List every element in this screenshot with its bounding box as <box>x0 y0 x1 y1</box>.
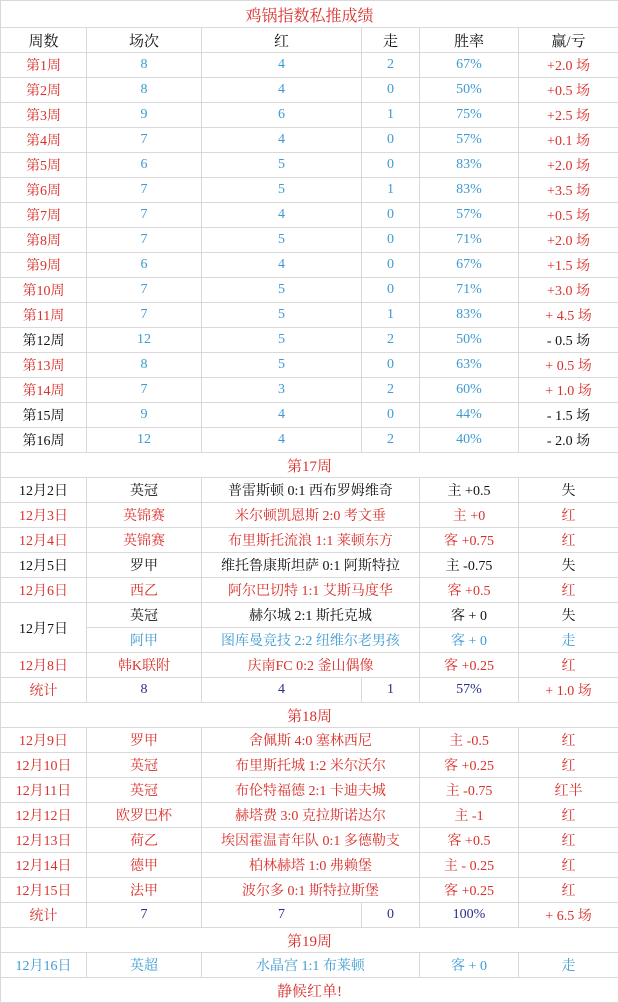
match-pick: 客 +0.25 <box>420 653 519 678</box>
week-label: 第2周 <box>1 78 87 103</box>
match-score: 波尔多 0:1 斯特拉斯堡 <box>202 878 420 903</box>
match-league: 欧罗巴杯 <box>87 803 202 828</box>
profit: +0.5 场 <box>519 203 618 228</box>
section-title: 第17周 <box>1 453 618 478</box>
match-result: 走 <box>519 628 618 653</box>
match-result: 红 <box>519 803 618 828</box>
win-rate: 40% <box>420 428 519 453</box>
profit: +3.0 场 <box>519 278 618 303</box>
match-pick: 主 +0.5 <box>420 478 519 503</box>
week-summary-row <box>1 53 618 78</box>
header-games: 场次 <box>87 28 202 53</box>
match-row <box>1 753 618 778</box>
match-row <box>1 853 618 878</box>
push-count: 0 <box>362 78 420 103</box>
win-rate: 60% <box>420 378 519 403</box>
push-count: 1 <box>362 103 420 128</box>
win-count: 4 <box>202 53 362 78</box>
win-rate: 57% <box>420 128 519 153</box>
stats-win: 4 <box>202 678 362 703</box>
match-result: 红 <box>519 753 618 778</box>
match-pick: 客 +0.5 <box>420 828 519 853</box>
week-summary-row <box>1 253 618 278</box>
week-label: 第14周 <box>1 378 87 403</box>
match-date: 12月3日 <box>1 503 87 528</box>
games-count: 12 <box>87 328 202 353</box>
games-count: 8 <box>87 53 202 78</box>
profit: +3.5 场 <box>519 178 618 203</box>
win-rate: 67% <box>420 53 519 78</box>
match-row <box>1 828 618 853</box>
match-league: 荷乙 <box>87 828 202 853</box>
games-count: 6 <box>87 253 202 278</box>
week-summary-row <box>1 328 618 353</box>
week-label: 第1周 <box>1 53 87 78</box>
win-count: 5 <box>202 228 362 253</box>
week-label: 第12周 <box>1 328 87 353</box>
push-count: 2 <box>362 428 420 453</box>
match-row <box>1 628 618 653</box>
match-date: 12月12日 <box>1 803 87 828</box>
stats-push: 0 <box>362 903 420 928</box>
profit: +0.1 场 <box>519 128 618 153</box>
profit: + 1.0 场 <box>519 378 618 403</box>
match-row <box>1 728 618 753</box>
win-count: 4 <box>202 203 362 228</box>
match-date: 12月4日 <box>1 528 87 553</box>
match-pick: 客 + 0 <box>420 628 519 653</box>
match-row <box>1 878 618 903</box>
week-summary-row <box>1 203 618 228</box>
match-date: 12月8日 <box>1 653 87 678</box>
match-date: 12月6日 <box>1 578 87 603</box>
win-rate: 75% <box>420 103 519 128</box>
push-count: 0 <box>362 353 420 378</box>
match-pick: 主 -0.75 <box>420 553 519 578</box>
match-result: 失 <box>519 478 618 503</box>
games-count: 6 <box>87 153 202 178</box>
win-rate: 67% <box>420 253 519 278</box>
win-rate: 83% <box>420 153 519 178</box>
match-league: 法甲 <box>87 878 202 903</box>
stats-games: 8 <box>87 678 202 703</box>
week-summary-row <box>1 103 618 128</box>
match-league: 英冠 <box>87 603 202 628</box>
match-score: 图库曼竞技 2:2 纽维尔老男孩 <box>202 628 420 653</box>
profit: +2.5 场 <box>519 103 618 128</box>
match-date: 12月2日 <box>1 478 87 503</box>
match-league: 英冠 <box>87 778 202 803</box>
match-score: 柏林赫塔 1:0 弗赖堡 <box>202 853 420 878</box>
section-title: 第19周 <box>1 928 618 953</box>
match-date: 12月10日 <box>1 753 87 778</box>
push-count: 1 <box>362 178 420 203</box>
week-label: 第13周 <box>1 353 87 378</box>
section-title: 第18周 <box>1 703 618 728</box>
match-date: 12月16日 <box>1 953 87 978</box>
match-result: 红 <box>519 653 618 678</box>
win-count: 5 <box>202 353 362 378</box>
match-row <box>1 953 618 978</box>
match-score: 庆南FC 0:2 釜山偶像 <box>202 653 420 678</box>
stats-profit: + 6.5 场 <box>519 903 618 928</box>
profit: + 4.5 场 <box>519 303 618 328</box>
profit: +1.5 场 <box>519 253 618 278</box>
push-count: 0 <box>362 203 420 228</box>
games-count: 8 <box>87 78 202 103</box>
win-count: 4 <box>202 428 362 453</box>
match-row <box>1 578 618 603</box>
week-label: 第15周 <box>1 403 87 428</box>
week-section-header <box>1 453 618 478</box>
push-count: 0 <box>362 403 420 428</box>
profit: +2.0 场 <box>519 153 618 178</box>
win-count: 5 <box>202 178 362 203</box>
match-result: 红半 <box>519 778 618 803</box>
win-rate: 63% <box>420 353 519 378</box>
week-label: 第7周 <box>1 203 87 228</box>
match-score: 赫尔城 2:1 斯托克城 <box>202 603 420 628</box>
win-rate: 50% <box>420 328 519 353</box>
header-rate: 胜率 <box>420 28 519 53</box>
week-label: 第16周 <box>1 428 87 453</box>
match-date: 12月9日 <box>1 728 87 753</box>
games-count: 7 <box>87 228 202 253</box>
win-count: 6 <box>202 103 362 128</box>
week-summary-row <box>1 178 618 203</box>
match-pick: 主 -0.75 <box>420 778 519 803</box>
match-score: 布伦特福德 2:1 卡迪夫城 <box>202 778 420 803</box>
match-score: 布里斯托城 1:2 米尔沃尔 <box>202 753 420 778</box>
win-count: 5 <box>202 153 362 178</box>
match-date: 12月13日 <box>1 828 87 853</box>
match-score: 普雷斯顿 0:1 西布罗姆维奇 <box>202 478 420 503</box>
profit: - 1.5 场 <box>519 403 618 428</box>
push-count: 0 <box>362 228 420 253</box>
week-summary-row <box>1 228 618 253</box>
profit: +0.5 场 <box>519 78 618 103</box>
match-date: 12月11日 <box>1 778 87 803</box>
week-summary-row <box>1 153 618 178</box>
week-summary-row <box>1 78 618 103</box>
match-pick: 客 + 0 <box>420 953 519 978</box>
week-label: 第4周 <box>1 128 87 153</box>
stats-push: 1 <box>362 678 420 703</box>
win-count: 4 <box>202 253 362 278</box>
week-summary-row <box>1 353 618 378</box>
match-result: 红 <box>519 528 618 553</box>
match-row <box>1 478 618 503</box>
profit: - 2.0 场 <box>519 428 618 453</box>
match-row <box>1 528 618 553</box>
header-profit: 赢/亏 <box>519 28 618 53</box>
header-win: 红 <box>202 28 362 53</box>
win-rate: 44% <box>420 403 519 428</box>
match-pick: 主 - 0.25 <box>420 853 519 878</box>
match-league: 英锦赛 <box>87 528 202 553</box>
games-count: 7 <box>87 178 202 203</box>
match-league: 德甲 <box>87 853 202 878</box>
games-count: 9 <box>87 103 202 128</box>
stats-games: 7 <box>87 903 202 928</box>
win-count: 4 <box>202 128 362 153</box>
week-summary-row <box>1 303 618 328</box>
match-pick: 客 + 0 <box>420 603 519 628</box>
win-rate: 71% <box>420 228 519 253</box>
profit: - 0.5 场 <box>519 328 618 353</box>
match-date: 12月15日 <box>1 878 87 903</box>
profit: + 0.5 场 <box>519 353 618 378</box>
match-row <box>1 803 618 828</box>
week-label: 第5周 <box>1 153 87 178</box>
games-count: 7 <box>87 278 202 303</box>
push-count: 0 <box>362 253 420 278</box>
match-row <box>1 503 618 528</box>
match-date: 12月5日 <box>1 553 87 578</box>
win-count: 5 <box>202 328 362 353</box>
match-pick: 主 -1 <box>420 803 519 828</box>
stats-row <box>1 903 618 928</box>
match-result: 红 <box>519 828 618 853</box>
match-result: 失 <box>519 553 618 578</box>
match-pick: 客 +0.25 <box>420 753 519 778</box>
match-pick: 客 +0.25 <box>420 878 519 903</box>
match-result: 红 <box>519 578 618 603</box>
win-count: 5 <box>202 303 362 328</box>
match-result: 失 <box>519 603 618 628</box>
match-row <box>1 653 618 678</box>
match-score: 阿尔巴切特 1:1 艾斯马度华 <box>202 578 420 603</box>
games-count: 7 <box>87 203 202 228</box>
week-section-header <box>1 703 618 728</box>
header-push: 走 <box>362 28 420 53</box>
match-league: 英锦赛 <box>87 503 202 528</box>
week-summary-row <box>1 403 618 428</box>
week-summary-row <box>1 278 618 303</box>
games-count: 7 <box>87 378 202 403</box>
match-row <box>1 778 618 803</box>
games-count: 9 <box>87 403 202 428</box>
footer-row <box>1 978 618 1003</box>
push-count: 0 <box>362 128 420 153</box>
stats-rate: 100% <box>420 903 519 928</box>
profit: +2.0 场 <box>519 53 618 78</box>
week-summary-row <box>1 128 618 153</box>
week-label: 第10周 <box>1 278 87 303</box>
match-score: 水晶宫 1:1 布莱顿 <box>202 953 420 978</box>
match-league: 英超 <box>87 953 202 978</box>
stats-label: 统计 <box>1 903 87 928</box>
footer-note: 静候红单! <box>1 978 618 1003</box>
week-label: 第6周 <box>1 178 87 203</box>
week-summary-row <box>1 428 618 453</box>
match-result: 走 <box>519 953 618 978</box>
win-rate: 57% <box>420 203 519 228</box>
match-league: 罗甲 <box>87 553 202 578</box>
week-label: 第8周 <box>1 228 87 253</box>
match-pick: 主 -0.5 <box>420 728 519 753</box>
match-pick: 主 +0 <box>420 503 519 528</box>
games-count: 7 <box>87 303 202 328</box>
match-score: 维托鲁康斯坦萨 0:1 阿斯特拉 <box>202 553 420 578</box>
week-summary-row <box>1 378 618 403</box>
header-week: 周数 <box>1 28 87 53</box>
games-count: 12 <box>87 428 202 453</box>
push-count: 0 <box>362 153 420 178</box>
win-count: 5 <box>202 278 362 303</box>
match-row <box>1 553 618 578</box>
stats-profit: + 1.0 场 <box>519 678 618 703</box>
win-count: 4 <box>202 403 362 428</box>
table-title: 鸡锅指数私推成绩 <box>1 1 618 28</box>
stats-label: 统计 <box>1 678 87 703</box>
match-score: 米尔顿凯恩斯 2:0 考文垂 <box>202 503 420 528</box>
match-league: 罗甲 <box>87 728 202 753</box>
match-score: 埃因霍温青年队 0:1 多德勒支 <box>202 828 420 853</box>
win-rate: 83% <box>420 303 519 328</box>
push-count: 1 <box>362 303 420 328</box>
match-score: 布里斯托流浪 1:1 莱顿东方 <box>202 528 420 553</box>
stats-win: 7 <box>202 903 362 928</box>
match-result: 红 <box>519 503 618 528</box>
match-date: 12月14日 <box>1 853 87 878</box>
week-label: 第11周 <box>1 303 87 328</box>
win-rate: 71% <box>420 278 519 303</box>
week-label: 第9周 <box>1 253 87 278</box>
win-count: 3 <box>202 378 362 403</box>
match-result: 红 <box>519 853 618 878</box>
match-row <box>1 603 618 628</box>
match-league: 英冠 <box>87 478 202 503</box>
match-result: 红 <box>519 728 618 753</box>
match-date: 12月7日 <box>1 603 87 653</box>
match-league: 西乙 <box>87 578 202 603</box>
match-pick: 客 +0.75 <box>420 528 519 553</box>
match-score: 赫塔费 3:0 克拉斯诺达尔 <box>202 803 420 828</box>
stats-rate: 57% <box>420 678 519 703</box>
games-count: 7 <box>87 128 202 153</box>
win-count: 4 <box>202 78 362 103</box>
match-score: 舍佩斯 4:0 塞林西尼 <box>202 728 420 753</box>
push-count: 0 <box>362 278 420 303</box>
win-rate: 83% <box>420 178 519 203</box>
push-count: 2 <box>362 53 420 78</box>
header-row <box>1 28 618 53</box>
match-league: 阿甲 <box>87 628 202 653</box>
match-result: 红 <box>519 878 618 903</box>
push-count: 2 <box>362 328 420 353</box>
push-count: 2 <box>362 378 420 403</box>
games-count: 8 <box>87 353 202 378</box>
stats-row <box>1 678 618 703</box>
match-pick: 客 +0.5 <box>420 578 519 603</box>
week-label: 第3周 <box>1 103 87 128</box>
match-league: 英冠 <box>87 753 202 778</box>
match-league: 韩K联附 <box>87 653 202 678</box>
week-section-header <box>1 928 618 953</box>
profit: +2.0 场 <box>519 228 618 253</box>
win-rate: 50% <box>420 78 519 103</box>
